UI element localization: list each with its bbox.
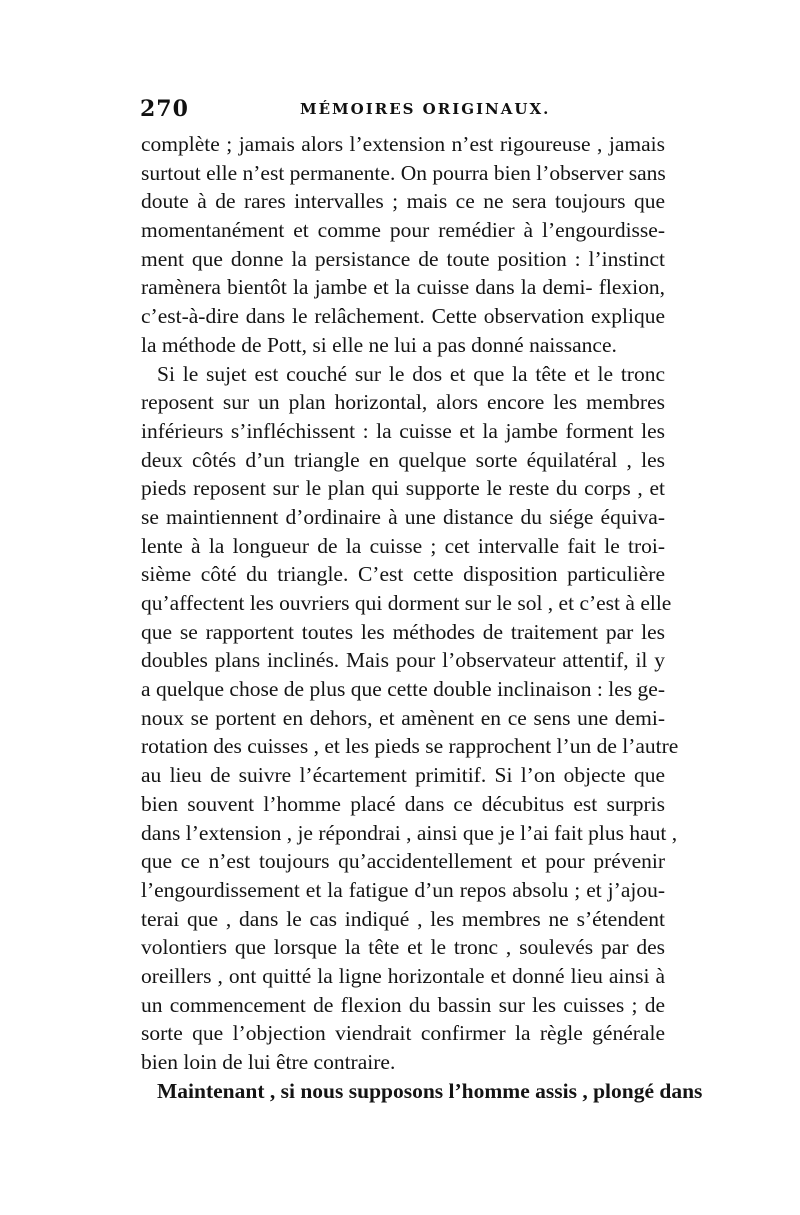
text-line: lente à la longueur de la cuisse ; cet intervalle fait le troi- [141,533,665,558]
text-line: un commencement de flexion du bassin sur les cuisses ; de [141,992,665,1017]
text-line: doubles plans inclinés. Mais pour l’observateur attentif, il y [141,648,665,673]
text-line: qu’affectent les ouvriers qui dorment sur le sol , et c’est à elle [141,591,672,615]
text-line: noux se portent en dehors, et amènent en ce sens une demi- [141,705,665,730]
text-line: doute à de rares intervalles ; mais ce ne sera toujours que [141,189,665,214]
page-number: 270 [140,96,189,122]
text-line: pieds reposent sur le plan qui supporte le reste du corps , et [141,476,665,501]
running-title: MÉMOIRES ORIGINAUX. [300,100,551,118]
text-line: que se rapportent toutes les méthodes de traitement par les [141,619,665,644]
text-line: l’engourdissement et la fatigue d’un repos absolu ; et j’ajou- [141,877,665,902]
text-line: oreillers , ont quitté la ligne horizontale et donné lieu ainsi à [141,963,665,988]
text-line: reposent sur un plan horizontal, alors encore les membres [141,390,665,415]
text-line: c’est-à-dire dans le relâchement. Cette observation explique [141,304,665,329]
body-text [141,130,703,1105]
text-line: la méthode de Pott, si elle ne lui a pas donné naissance. [141,332,617,357]
text-line: bien loin de lui être contraire. [141,1050,396,1074]
text-line: ramènera bientôt la jambe et la cuisse dans la demi- flexion, [141,275,665,300]
text-line: sième côté du triangle. C’est cette disposition particulière [141,562,665,587]
text-line: bien souvent l’homme placé dans ce décubitus est surpris [141,791,665,816]
text-line: que ce n’est toujours qu’accidentellement et pour prévenir [141,849,665,874]
text-line: deux côtés d’un triangle en quelque sorte équilatéral , les [141,447,665,472]
text-line: volontiers que lorsque la tête et le tronc , soulevés par des [141,935,665,960]
text-line: surtout elle n’est permanente. On pourra bien l’observer sans [141,160,666,185]
text-line: momentanément et comme pour remédier à l’engourdisse- [141,218,665,243]
text-line-paragraph-start: Si le sujet est couché sur le dos et que la tête et le tronc [157,361,665,386]
text-line: dans l’extension , je répondrai , ainsi que je l’ai fait plus haut , [141,820,678,845]
text-line: terai que , dans le cas indiqué , les membres ne s’étendent [141,906,665,931]
page-header [140,96,665,128]
text-line: au lieu de suivre l’écartement primitif. Si l’on objecte que [141,763,665,788]
text-line: rotation des cuisses , et les pieds se rapprochent l’un de l’autre [141,734,679,759]
text-line: sorte que l’objection viendrait confirmer la règle générale [141,1021,665,1046]
text-line: se maintiennent d’ordinaire à une distance du siége équiva- [141,504,665,529]
text-line: complète ; jamais alors l’extension n’est rigoureuse , jamais [141,132,665,156]
text-line-paragraph-start: Maintenant , si nous supposons l’homme assis , plongé dans [157,1078,703,1103]
text-line: ment que donne la persistance de toute position : l’instinct [141,246,665,271]
text-line: a quelque chose de plus que cette double inclinaison : les ge- [141,677,665,702]
text-line: inférieurs s’infléchissent : la cuisse et la jambe forment les [141,418,665,443]
